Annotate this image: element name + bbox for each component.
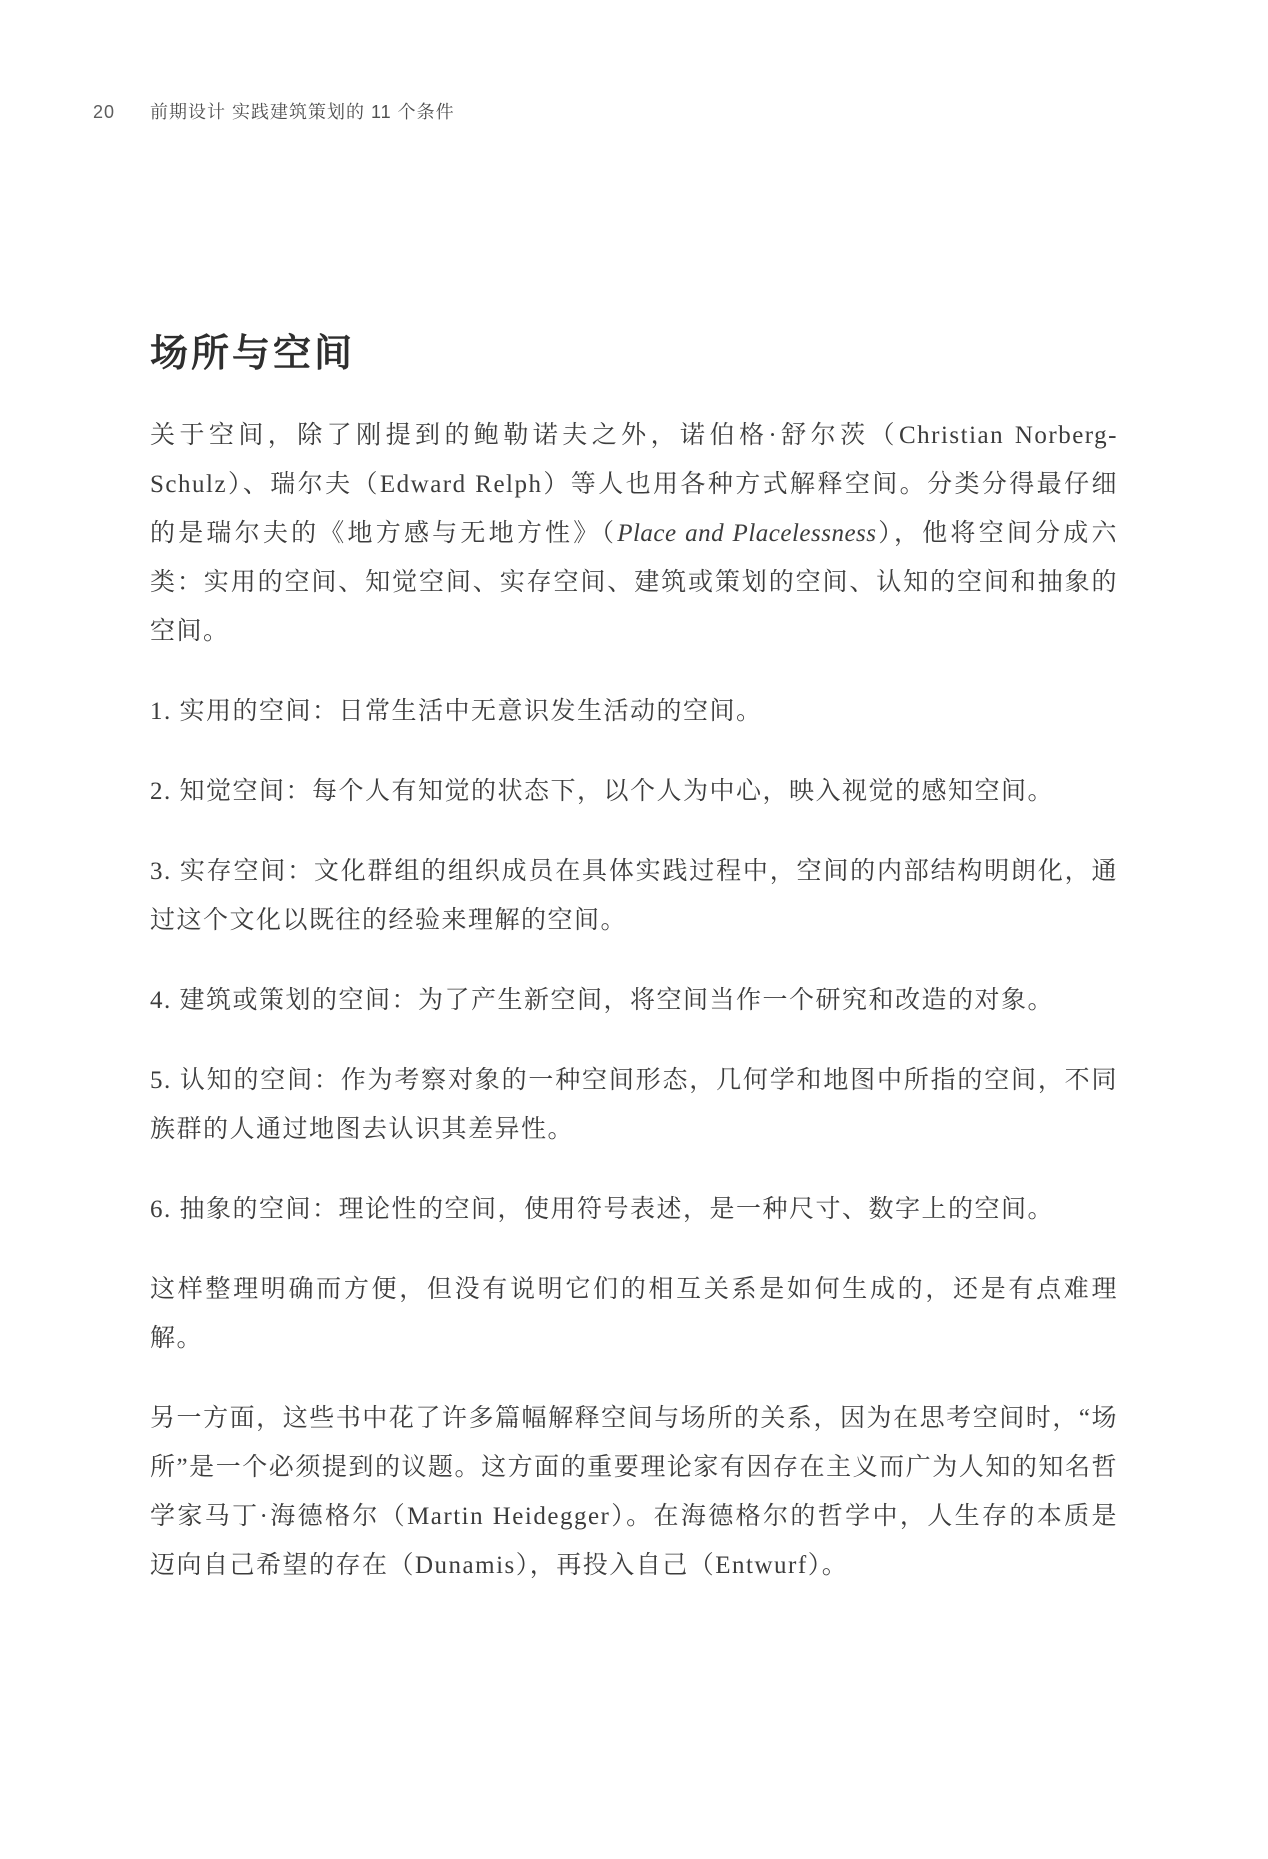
page-content <box>150 0 1118 1590</box>
intro-text-after-italic: ），他将空间分成六类：实用的空间、知觉空间、实存空间、建筑或策划的空间、认知的空间和抽象的空间。 <box>150 520 1118 645</box>
space-type-item-3: 3. 实存空间：文化群组的组织成员在具体实践过程中，空间的内部结构明朗化，通过这个文化以既往的经验来理解的空间。 <box>150 858 1118 934</box>
section-title: 场所与空间 <box>150 333 356 375</box>
remark-paragraph: 这样整理明确而方便，但没有说明它们的相互关系是如何生成的，还是有点难理解。 <box>150 1276 1118 1352</box>
book-title-latin-italic: Place and Placelessness <box>617 520 877 547</box>
place-relation-paragraph: 另一方面，这些书中花了许多篇幅解释空间与场所的关系，因为在思考空间时，“场所”是一个必须提到的议题。这方面的重要理论家有因存在主义而广为人知的知名哲学家马丁·海德格尔（Martin Heidegger）。在海德格尔的哲学中，人生存的本质是迈向自己希望的存在（Dunamis），再投入自己（Entwurf）。 <box>150 1405 1118 1579</box>
intro-paragraph <box>150 411 1118 656</box>
space-type-item-2: 2. 知觉空间：每个人有知觉的状态下，以个人为中心，映入视觉的感知空间。 <box>150 778 1055 805</box>
space-type-item-4: 4. 建筑或策划的空间：为了产生新空间，将空间当作一个研究和改造的对象。 <box>150 987 1055 1014</box>
space-type-item-5: 5. 认知的空间：作为考察对象的一种空间形态，几何学和地图中所指的空间，不同族群的人通过地图去认识其差异性。 <box>150 1067 1118 1143</box>
intro-text-before-italic: 关于空间，除了刚提到的鲍勒诺夫之外，诺伯格·舒尔茨（Christian Norberg-Schulz）、瑞尔夫（Edward Relph）等人也用各种方式解释空间。分类分得最仔细的是瑞尔夫的《地方感与无地方性》（ <box>150 422 1118 547</box>
running-title: 前期设计 实践建筑策划的 11 个条件 <box>150 102 455 122</box>
space-type-item-6: 6. 抽象的空间：理论性的空间，使用符号表述，是一种尺寸、数字上的空间。 <box>150 1196 1055 1223</box>
space-type-item-1: 1. 实用的空间：日常生活中无意识发生活动的空间。 <box>150 698 763 725</box>
page-number: 20 <box>93 102 116 122</box>
